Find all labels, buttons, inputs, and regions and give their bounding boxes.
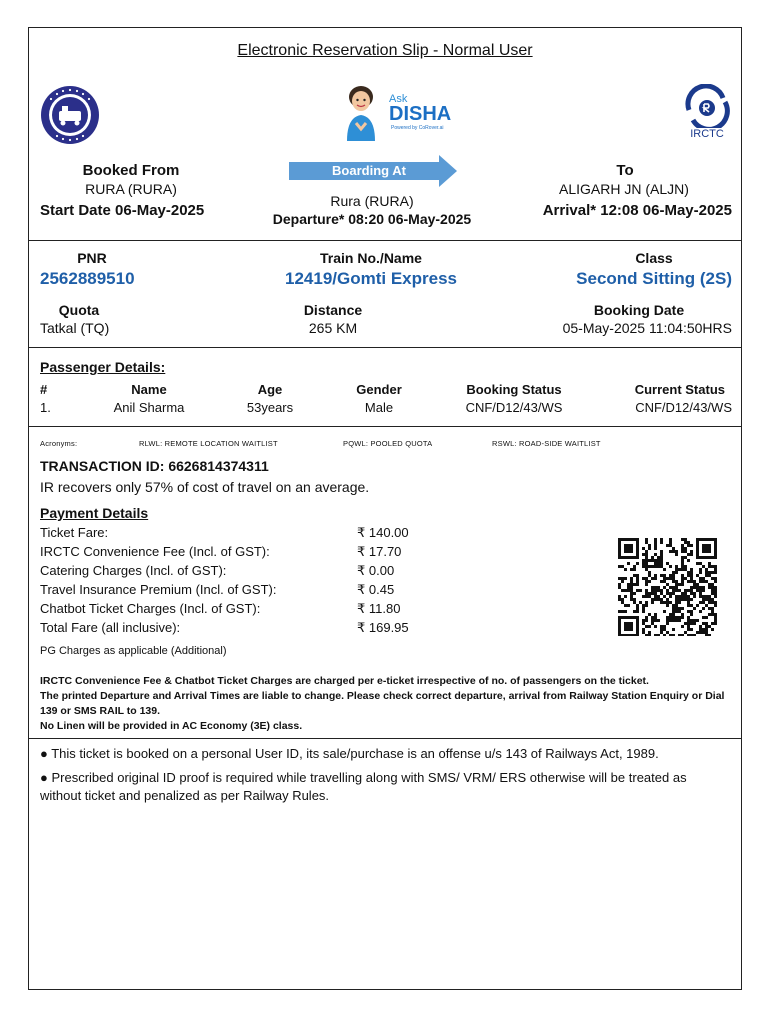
irctc-label: IRCTC — [690, 128, 724, 140]
fare-label: IRCTC Convenience Fee (Incl. of GST): — [40, 544, 270, 559]
train-value: 12419/Gomti Express — [285, 269, 457, 288]
fare-value: ₹ 17.70 — [357, 544, 402, 559]
to-label: To — [616, 162, 634, 179]
bullet-list — [40, 745, 730, 805]
to-station: ALIGARH JN (ALJN) — [559, 181, 689, 197]
fare-label: Catering Charges (Incl. of GST): — [40, 563, 227, 578]
divider — [29, 426, 741, 427]
distance-value: 265 KM — [308, 320, 358, 336]
qr-code — [616, 538, 720, 636]
divider — [29, 738, 741, 739]
irctc-emblem-icon — [679, 84, 735, 128]
fare-value: ₹ 169.95 — [357, 620, 409, 635]
acronym-pqwl: PQWL: POOLED QUOTA — [343, 439, 433, 448]
note-linen: No Linen will be provided in AC Economy (3E) class. — [40, 720, 303, 732]
indian-railways-logo — [39, 84, 101, 146]
passenger-number: 1. — [40, 400, 51, 415]
fare-label: Ticket Fare: — [40, 525, 109, 540]
divider — [29, 347, 741, 348]
passenger-gender: Male — [364, 400, 394, 415]
passenger-booking-status: CNF/D12/43/WS — [465, 400, 563, 415]
pnr-label: PNR — [77, 250, 107, 266]
departure-time: Departure* 08:20 06-May-2025 — [272, 211, 472, 227]
col-header-current-status: Current Status — [634, 382, 725, 397]
notes-block — [40, 674, 730, 734]
passenger-age: 53years — [246, 400, 294, 415]
col-header-gender: Gender — [356, 382, 402, 397]
col-header-age: Age — [257, 382, 283, 397]
passenger-name: Anil Sharma — [113, 400, 185, 415]
bullet-id-proof: ● Prescribed original ID proof is required while travelling along with SMS/ VRM/ ERS otherwise will be treated as without ticket and penalized as per Railway Rules. — [40, 770, 687, 803]
divider — [29, 240, 741, 241]
quota-label: Quota — [58, 302, 100, 318]
fare-label: Chatbot Ticket Charges (Incl. of GST): — [40, 601, 261, 616]
class-label: Class — [635, 250, 673, 266]
fare-value: ₹ 140.00 — [357, 525, 409, 540]
acronym-rswl: RSWL: ROAD-SIDE WAITLIST — [492, 439, 601, 448]
disha-ask-text: Ask — [389, 93, 408, 105]
fare-value: ₹ 0.00 — [357, 563, 395, 578]
col-header-number: # — [40, 382, 48, 397]
ask-disha-logo — [341, 83, 461, 143]
passenger-details-heading: Passenger Details: — [40, 359, 166, 375]
acronym-rlwl: RLWL: REMOTE LOCATION WAITLIST — [139, 439, 278, 448]
pg-charges-note: PG Charges as applicable (Additional) — [40, 645, 227, 657]
pnr-value: 2562889510 — [40, 269, 135, 288]
train-label: Train No./Name — [320, 250, 422, 266]
ir-recovery-note: IR recovers only 57% of cost of travel on an average. — [40, 479, 370, 495]
fare-label: Total Fare (all inclusive): — [40, 620, 181, 635]
disha-powered-text: Powered by CoRover.ai — [391, 125, 444, 131]
boarding-at-arrow — [289, 155, 459, 187]
bullet-personal-id: ● This ticket is booked on a personal User ID, its sale/purchase is an offense u/s 143 of Railways Act, 1989. — [40, 746, 659, 761]
note-convenience-fee: IRCTC Convenience Fee & Chatbot Ticket Charges are charged per e-ticket irrespective of no. of passengers on the ticket. — [40, 675, 649, 687]
boarding-at-label: Boarding At — [332, 163, 406, 178]
distance-label: Distance — [303, 302, 363, 318]
boarding-station: Rura (RURA) — [330, 193, 414, 209]
disha-name-text: DISHA — [389, 103, 452, 125]
start-date: Start Date 06-May-2025 — [40, 202, 205, 219]
acronyms-label: Acronyms: — [40, 439, 78, 448]
passenger-current-status: CNF/D12/43/WS — [635, 400, 732, 415]
payment-details-heading: Payment Details — [40, 505, 149, 521]
transaction-id: TRANSACTION ID: 6626814374311 — [40, 458, 269, 474]
disha-avatar-icon — [341, 83, 381, 141]
class-value: Second Sitting (2S) — [576, 269, 732, 288]
fare-value: ₹ 11.80 — [357, 601, 401, 616]
booking-date-label: Booking Date — [593, 302, 685, 318]
booked-from-label: Booked From — [82, 162, 180, 179]
booking-date-value: 05-May-2025 11:04:50HRS — [562, 320, 732, 336]
col-header-booking-status: Booking Status — [466, 382, 562, 397]
page-title: Electronic Reservation Slip - Normal User — [237, 42, 533, 59]
fare-label: Travel Insurance Premium (Incl. of GST): — [40, 582, 277, 597]
fare-value: ₹ 0.45 — [357, 582, 395, 597]
ticket-frame — [28, 27, 742, 990]
booked-from-station: RURA (RURA) — [85, 181, 177, 197]
quota-value: Tatkal (TQ) — [40, 320, 110, 336]
note-timings: The printed Departure and Arrival Times are liable to change. Please check correct departure, arrival from Railway Station Enquiry or Dial 139 or SMS RAIL to 139. — [40, 690, 725, 717]
col-header-name: Name — [131, 382, 167, 397]
arrival-time: Arrival* 12:08 06-May-2025 — [542, 202, 732, 219]
irctc-logo — [679, 84, 735, 144]
